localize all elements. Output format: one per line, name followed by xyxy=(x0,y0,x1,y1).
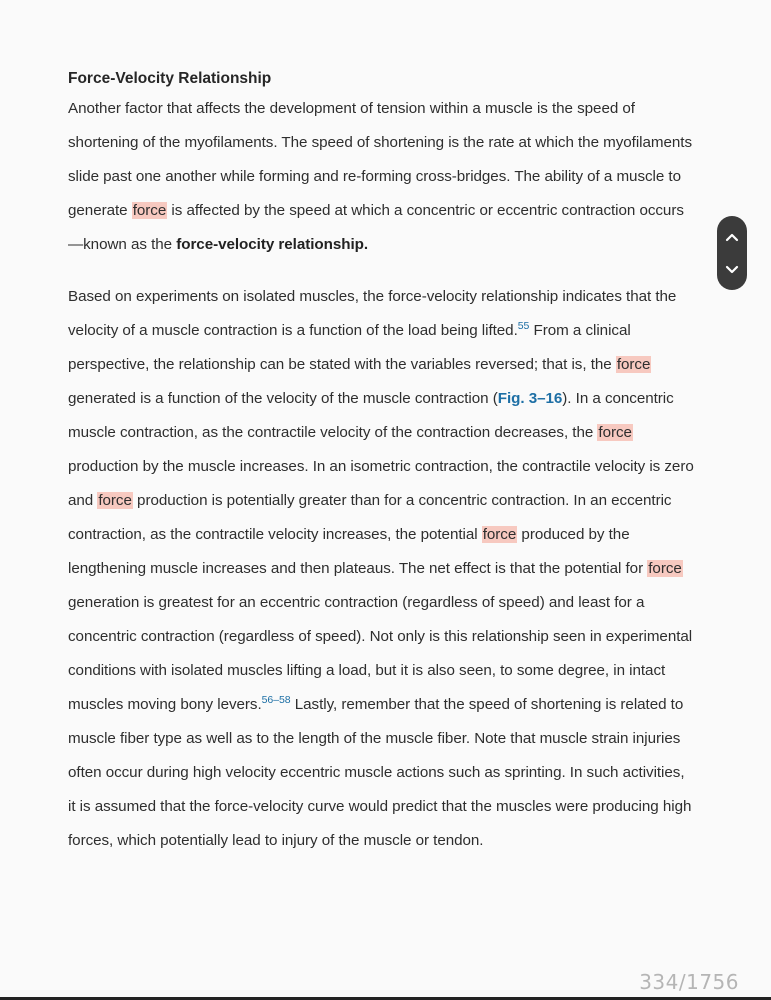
text-run: produced by the lengthening muscle increases and then plateaus. The net effect is that the potential for xyxy=(68,526,648,577)
text-run: ). In a concentric muscle contraction, as the contractile velocity of the contraction decreases, the xyxy=(68,390,674,441)
text-run: production is potentially greater than for a concentric contraction. In an eccentric contraction, as the contractile velocity increases, the potential xyxy=(68,492,672,543)
text-run: Based on experiments on isolated muscles, the force-velocity relationship indicates that the velocity of a muscle contraction is a function of the load being lifted. xyxy=(68,288,677,339)
paragraph-1 xyxy=(68,92,694,262)
text-run: Lastly, remember that the speed of shortening is related to muscle fiber type as well as to the length of the muscle fiber. Note that muscle strain injuries often occur during high velocity eccentric muscle actions such as sprinting. In such activities, it is assumed that the force-velocity curve would predict that the muscles were producing high forces, which potentially lead to injury of the muscle or tendon. xyxy=(68,696,692,849)
search-result-navigator xyxy=(717,216,747,290)
text-run: Another factor that affects the development of tension within a muscle is the speed of shortening of the myofilaments. The speed of shortening is the rate at which the myofilaments slide past one another while forming and re-forming cross-bridges. The ability of a muscle to generate xyxy=(68,100,693,219)
text-run: From a clinical perspective, the relationship can be stated with the variables reversed; that is, the xyxy=(68,322,631,373)
section-heading: Force-Velocity Relationship xyxy=(68,70,272,87)
next-result-button[interactable] xyxy=(721,259,743,281)
chevron-up-icon xyxy=(725,232,739,242)
text-run: is affected by the speed at which a concentric or eccentric contraction occurs—known as the xyxy=(68,202,684,253)
reader-content xyxy=(68,66,694,858)
previous-result-button[interactable] xyxy=(721,226,743,248)
reference-link[interactable]: 55 xyxy=(517,320,530,332)
text-run: production by the muscle increases. In an isometric contraction, the contractile velocity is zero and xyxy=(68,458,694,509)
paragraph-2 xyxy=(68,280,694,858)
search-highlight[interactable]: force xyxy=(132,202,167,219)
search-highlight[interactable]: force xyxy=(598,424,632,441)
search-highlight[interactable]: force xyxy=(648,560,682,577)
chevron-down-icon xyxy=(725,265,739,275)
search-highlight[interactable]: force xyxy=(616,356,651,373)
reference-link[interactable]: 56–58 xyxy=(261,694,291,706)
search-highlight[interactable]: force xyxy=(482,526,517,543)
page-indicator: 334/1756 xyxy=(639,970,739,994)
key-term: force-velocity relationship. xyxy=(176,236,369,253)
text-run: generation is greatest for an eccentric contraction (regardless of speed) and least for a concentric contraction (regardless of speed). Not only is this relationship seen in experimental conditions with isolated muscles lifting a load, but it is also seen, to some degree, in intact muscles moving bony levers. xyxy=(68,594,693,713)
text-run: generated is a function of the velocity of the muscle contraction ( xyxy=(68,390,498,407)
search-highlight[interactable]: force xyxy=(98,492,132,509)
figure-link[interactable]: Fig. 3–16 xyxy=(497,390,563,407)
